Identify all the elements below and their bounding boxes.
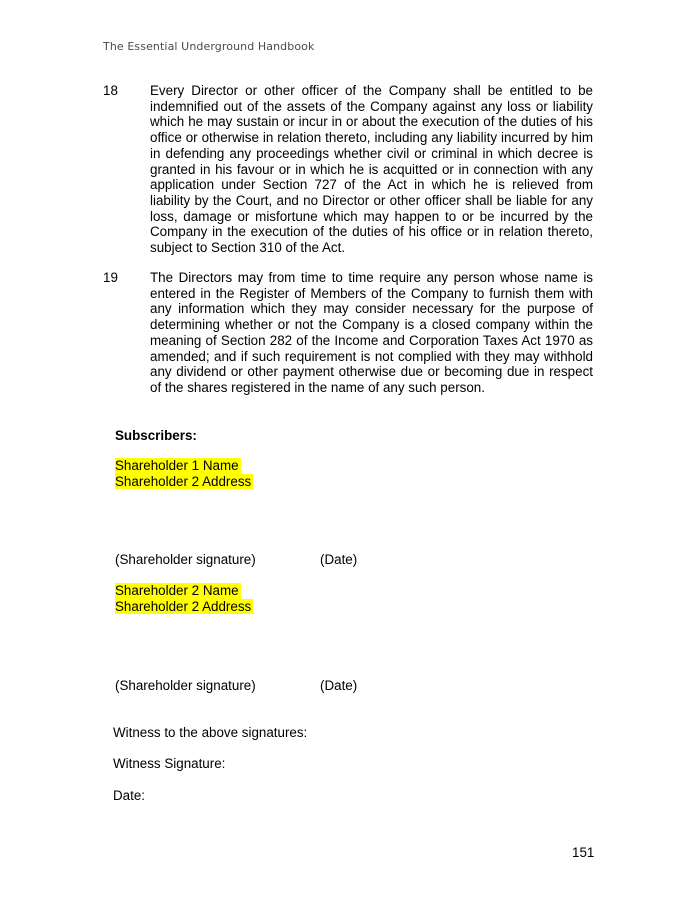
shareholder-1-name-field[interactable]: Shareholder 1 Name (115, 458, 239, 473)
clause-19 (103, 270, 593, 396)
witness-heading: Witness to the above signatures: (113, 725, 308, 740)
shareholder-1-block (115, 458, 253, 489)
clause-text: Every Director or other officer of the Company shall be entitled to be indemnified out of the assets of the Company against any loss or liability which he may sustain or incur in or about the execution of the duties of his office or otherwise in relation thereto, including any liability incurred by him in defending any proceedings whether civil or criminal in which decree is granted in his favour or in which he is acquitted or in connection with any application under Section 727 of the Act in which he is relieved from liability by the Court, and no Director or other officer shall be liable for any loss, damage or misfortune which may happen to or be incurred by the Company in the execution of the duties of his office or in relation thereto, subject to Section 310 of the Act. (150, 83, 593, 256)
date-label: (Date) (320, 552, 358, 567)
witness-date-label: Date: (113, 788, 146, 803)
shareholder-signature-label: (Shareholder signature) (115, 552, 256, 567)
clause-number: 18 (103, 83, 118, 98)
subscribers-heading: Subscribers: (115, 428, 197, 443)
running-header: The Essential Underground Handbook (103, 40, 315, 53)
witness-signature-label: Witness Signature: (113, 756, 226, 771)
shareholder-signature-label: (Shareholder signature) (115, 678, 256, 693)
page-number: 151 (572, 845, 595, 860)
shareholder-1-address-field[interactable]: Shareholder 2 Address (115, 473, 252, 489)
clause-18 (103, 83, 593, 256)
shareholder-2-block (115, 583, 253, 614)
shareholder-1-signature-row (115, 552, 358, 567)
shareholder-2-signature-row (115, 678, 358, 693)
clause-number: 19 (103, 270, 118, 285)
date-label: (Date) (320, 678, 358, 693)
shareholder-2-address-field[interactable]: Shareholder 2 Address (115, 598, 252, 614)
clause-text: The Directors may from time to time require any person whose name is entered in the Register of Members of the Company to furnish them with any information which they may consider necessary for the purpose of determining whether or not the Company is a closed company within the meaning of Section 282 of the Income and Corporation Taxes Act 1970 as amended; and if such requirement is not complied with they may withhold any dividend or other payment otherwise due or becoming due in respect of the shares registered in the name of any such person. (150, 270, 593, 395)
shareholder-2-name-field[interactable]: Shareholder 2 Name (115, 583, 239, 598)
